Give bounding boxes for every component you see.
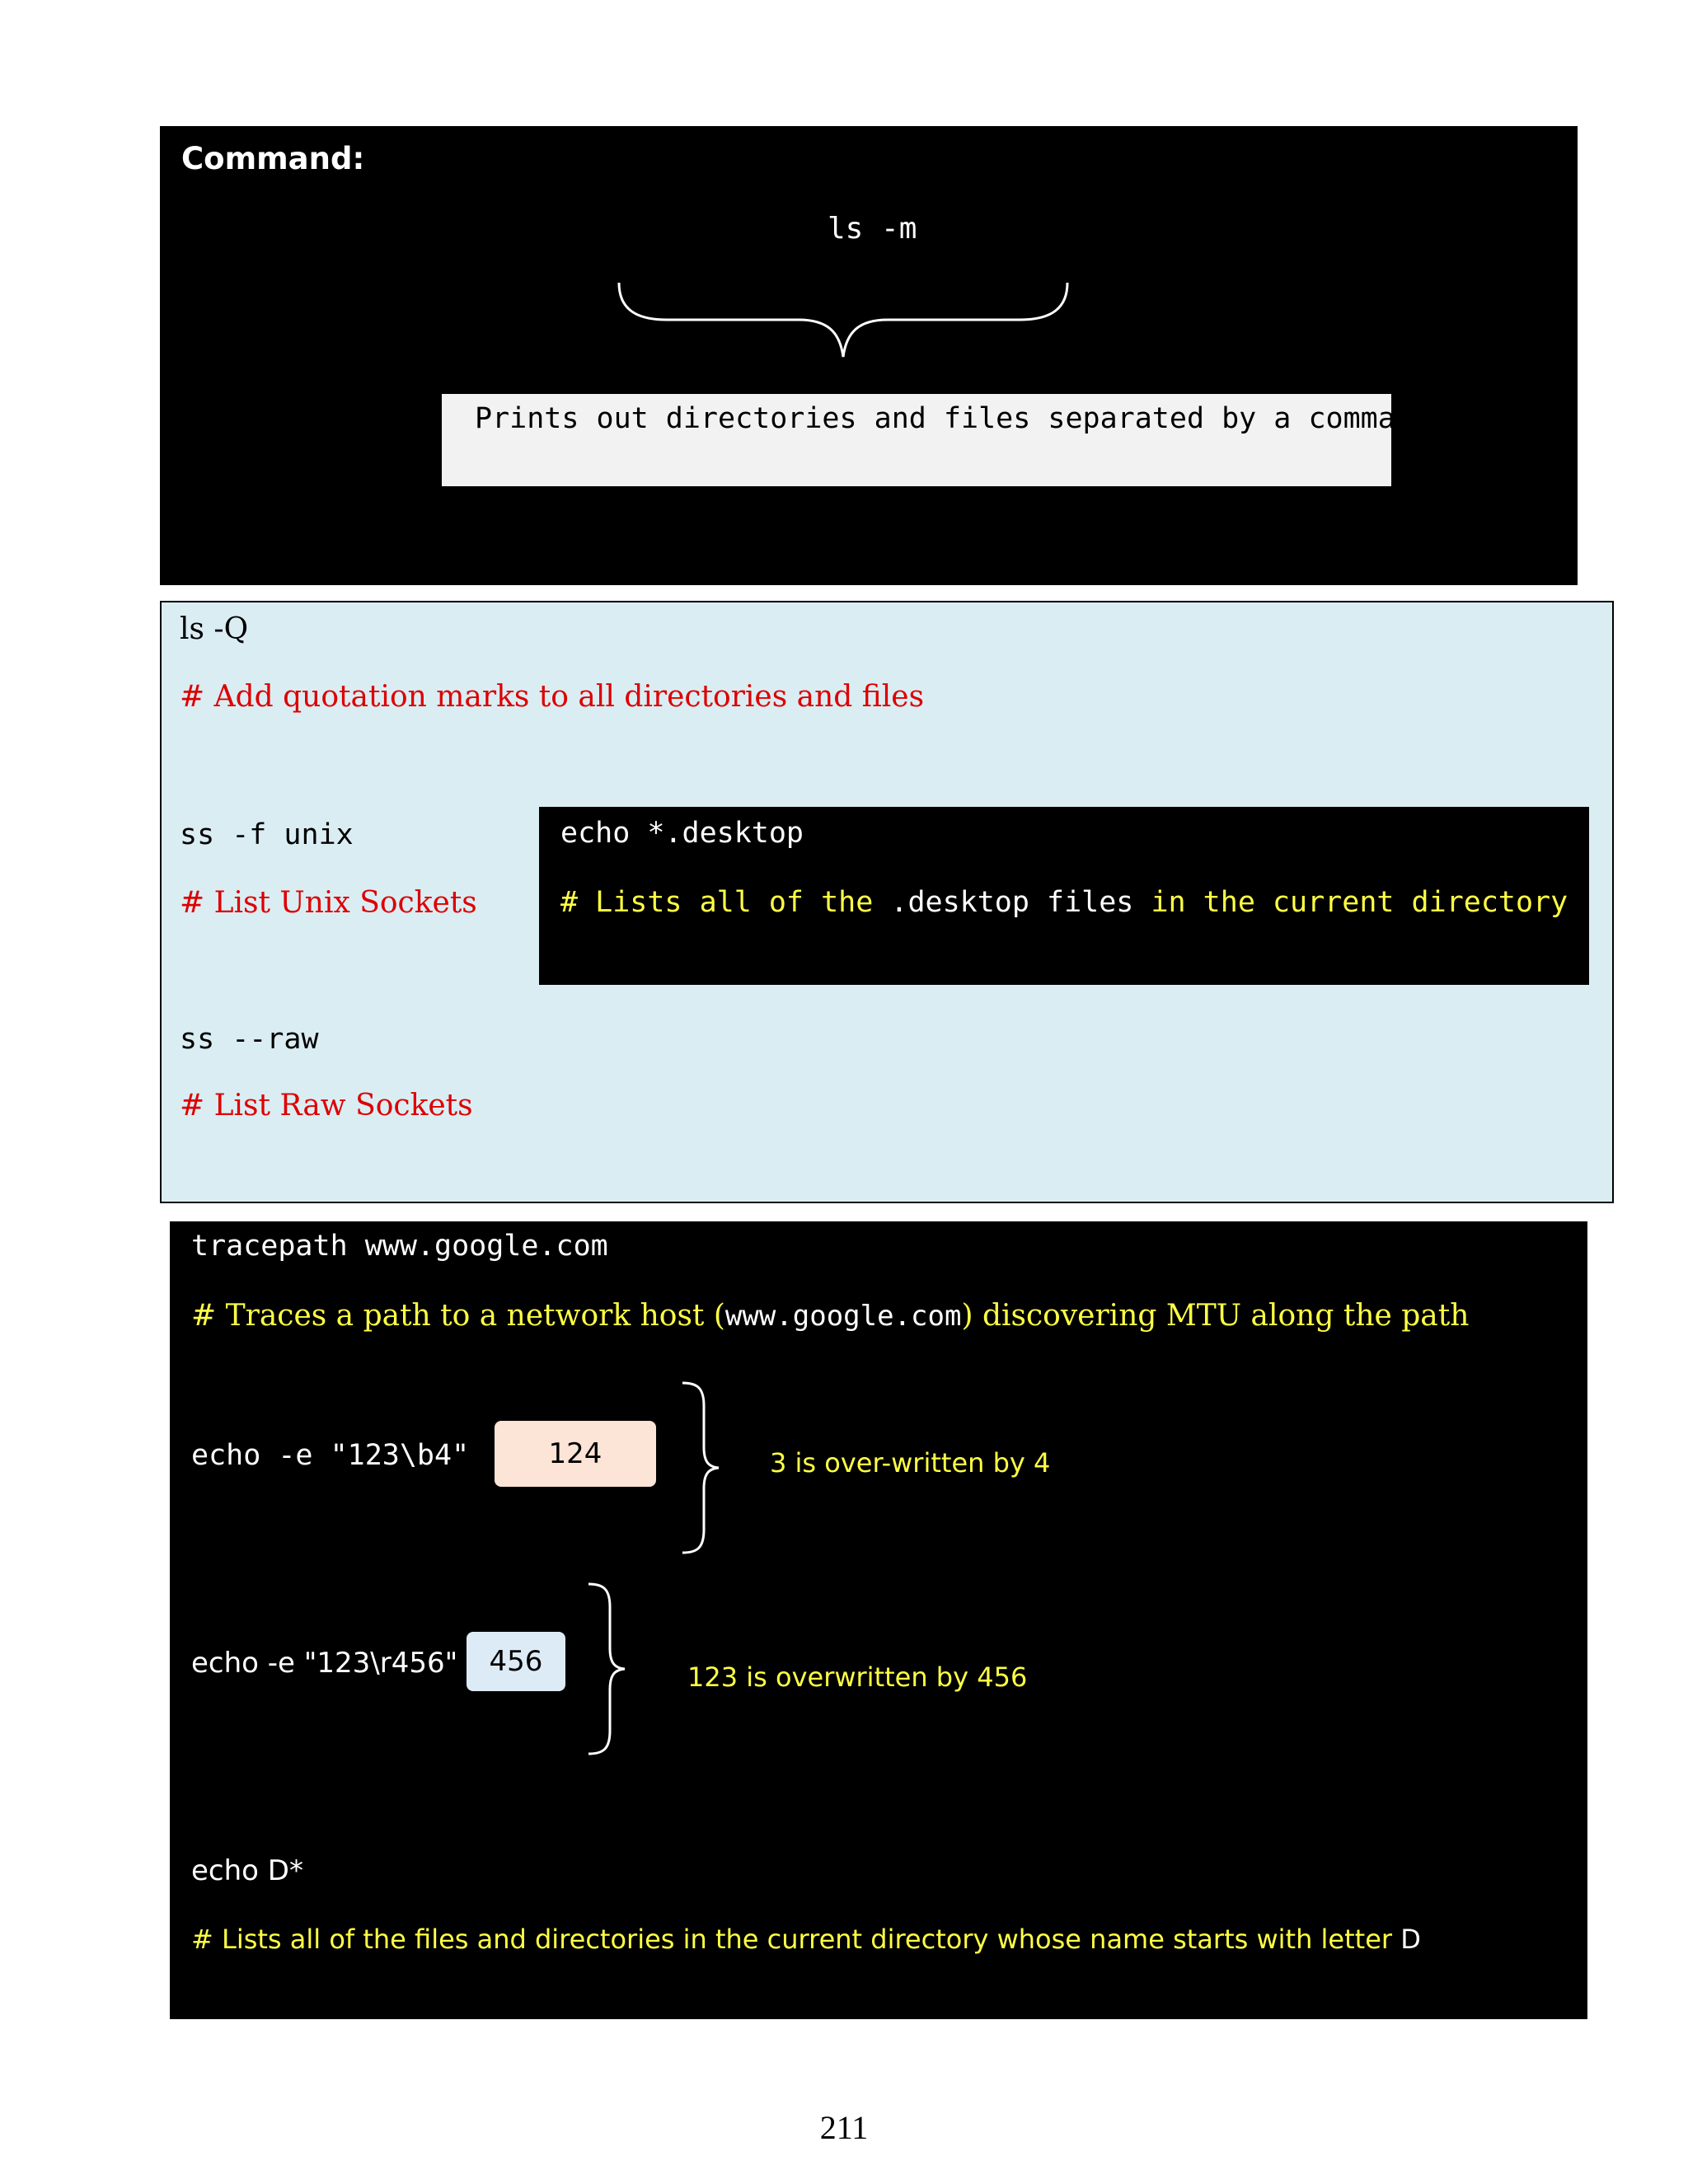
- echo-backspace-result: 124: [495, 1421, 656, 1487]
- echo-desktop-command: echo *.desktop: [560, 817, 804, 850]
- ss-raw-command: ss --raw: [180, 1023, 319, 1056]
- echo-desktop-comment: [560, 886, 1568, 919]
- echo-examples-box: [170, 1221, 1587, 2019]
- tracepath-comment: [191, 1299, 1469, 1333]
- curly-brace-icon: [681, 1381, 722, 1554]
- echo-desktop-comment-part: # Lists all of the: [560, 886, 874, 919]
- tracepath-command: tracepath www.google.com: [191, 1230, 608, 1263]
- tracepath-comment-part: # Traces a path to a network host (: [191, 1299, 725, 1333]
- command-box: [160, 126, 1578, 585]
- commands-panel: [160, 601, 1614, 1203]
- ss-raw-comment: # List Raw Sockets: [180, 1089, 473, 1122]
- ls-q-command: ls -Q: [180, 612, 249, 646]
- command-text: ls -m: [828, 212, 917, 246]
- ls-q-comment: # Add quotation marks to all directories and files: [180, 680, 925, 714]
- page-number: 211: [819, 2109, 869, 2146]
- echo-d-comment-letter: D: [1400, 1924, 1421, 1955]
- echo-backspace-note: 3 is over-written by 4: [770, 1447, 1051, 1479]
- echo-return-note: 123 is overwritten by 456: [687, 1661, 1028, 1693]
- description-text: Prints out directories and files separated by a comma: [475, 402, 1395, 435]
- echo-desktop-box: [539, 807, 1589, 985]
- echo-d-command: echo D*: [191, 1854, 303, 1887]
- description-box: [442, 394, 1395, 486]
- tracepath-comment-host: www.google.com: [724, 1300, 962, 1333]
- echo-d-comment: [191, 1924, 1421, 1955]
- command-heading: Command:: [181, 141, 365, 176]
- echo-return-command: echo -e "123\r456": [191, 1647, 458, 1680]
- ss-unix-command: ss -f unix: [180, 818, 354, 851]
- curly-brace-icon: [617, 283, 1071, 365]
- curly-brace-icon: [587, 1582, 628, 1755]
- ss-unix-comment: # List Unix Sockets: [180, 886, 477, 920]
- tracepath-comment-part: ) discovering MTU along the path: [961, 1299, 1470, 1333]
- echo-backspace-command: echo -e "123\b4": [191, 1439, 470, 1472]
- echo-desktop-comment-part: in the current directory: [1151, 886, 1568, 919]
- echo-d-comment-part: # Lists all of the files and directories in the current directory whose name starts with letter: [191, 1924, 1393, 1955]
- echo-return-result: 456: [467, 1632, 565, 1691]
- echo-desktop-comment-file: .desktop files: [890, 886, 1134, 919]
